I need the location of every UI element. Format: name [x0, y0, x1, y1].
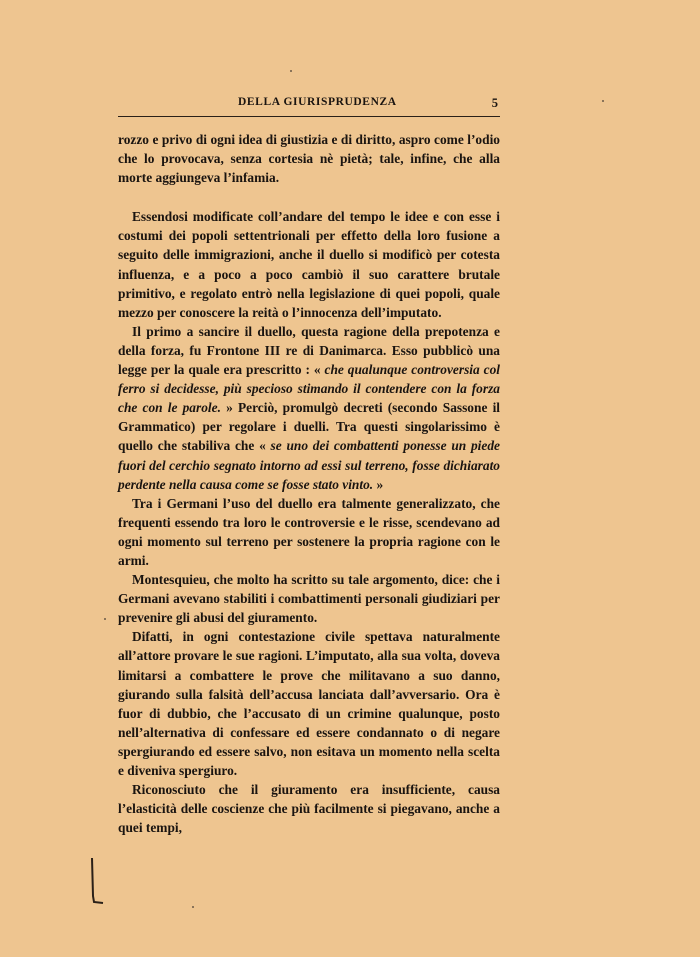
running-header — [118, 96, 498, 116]
paragraph-7-text: Riconosciuto che il giuramento era insufficiente, causa l’elasticità delle coscienze che più facilmente si piegavano, anche a quei tempi, — [118, 782, 500, 836]
paragraph-2 — [118, 207, 500, 322]
paragraph-4 — [118, 494, 500, 570]
running-title: DELLA GIURISPRUDENZA — [238, 96, 397, 108]
paper-speck — [290, 70, 292, 72]
page-number: 5 — [491, 96, 498, 110]
paragraph-3-text-a: Il primo a sancire il duello, questa ragione della prepotenza e della forza, fu Frontone III re di Danimarca. Esso pubblicò una legge per la quale era prescritto : « — [118, 323, 500, 378]
paragraph-3-text-b: » Perciò, promulgò decreti (secondo Sassone il Grammatico) per regolare i duelli. Tra questi singolarissimo è quello che stabiliva che « — [118, 400, 501, 454]
paragraph-7 — [118, 780, 500, 837]
paragraph-3 — [118, 322, 500, 494]
paragraph-1-text: rozzo e privo di ogni idea di giustizia e di diritto, aspro come l’odio che lo provocava, senza cortesia nè pietà; tale, infine, che alla morte aggiungeva l’infamia. — [118, 132, 500, 186]
paragraph-5 — [118, 570, 500, 627]
paper-speck — [602, 100, 604, 102]
quote-duel-decree: se uno dei combattenti ponesse un piede fuori del cerchio segnato intorno ad essi sul terreno, fosse dichiarato perdente nella causa come se fosse stato vinto. — [118, 438, 500, 492]
body-text — [118, 130, 500, 837]
header-rule — [118, 116, 500, 117]
paragraph-6 — [118, 627, 500, 780]
paper-speck — [104, 618, 106, 620]
paragraph-4-text: Tra i Germani l’uso del duello era talmente generalizzato, che frequenti essendo tra loro le controversie e le risse, scendevano ad ogni momento sul terreno per sostenere la propria ragione con le armi. — [118, 495, 500, 568]
paragraph-3-text-c: » — [373, 476, 384, 492]
paragraph-gap — [118, 187, 500, 207]
margin-ink-mark — [90, 856, 104, 906]
paragraph-5-text: Montesquieu, che molto ha scritto su tale argomento, dice: che i Germani avevano stabiliti i combattimenti personali giudiziari per prevenire gli abusi del giuramento. — [118, 572, 500, 626]
quote-frontone-law: che qualunque controversia col ferro si decidesse, più specioso stimando il contendere con la forza che con le parole. — [118, 362, 500, 416]
paragraph-1 — [118, 130, 500, 187]
paragraph-2-text: Essendosi modificate coll’andare del tempo le idee e con esse i costumi dei popoli settentrionali per effetto della loro fusione a seguito delle immigrazioni, anche il duello si modificò per cotesta influenza, e a poco a poco cambiò il suo carattere brutale primitivo, e regolato entrò nella legislazione di quei popoli, quale mezzo per conoscere la reità o l’innocenza dell’imputato. — [118, 209, 500, 320]
paragraph-6-text: Difatti, in ogni contestazione civile spettava naturalmente all’attore provare le sue ragioni. L’imputato, alla sua volta, doveva limitarsi a combattere le prove che militavano a suo danno, giurando sulla falsità dell’accusa lanciata dall’avversario. Ora è fuor di dubbio, che l’accusato di un crimine qualunque, posto nell’alternativa di confessare ed essere condannato o di negare spergiurando ed essere salvo, non esitava un momento nella scelta e diveniva spergiuro. — [118, 629, 500, 778]
paper-speck — [192, 906, 194, 908]
